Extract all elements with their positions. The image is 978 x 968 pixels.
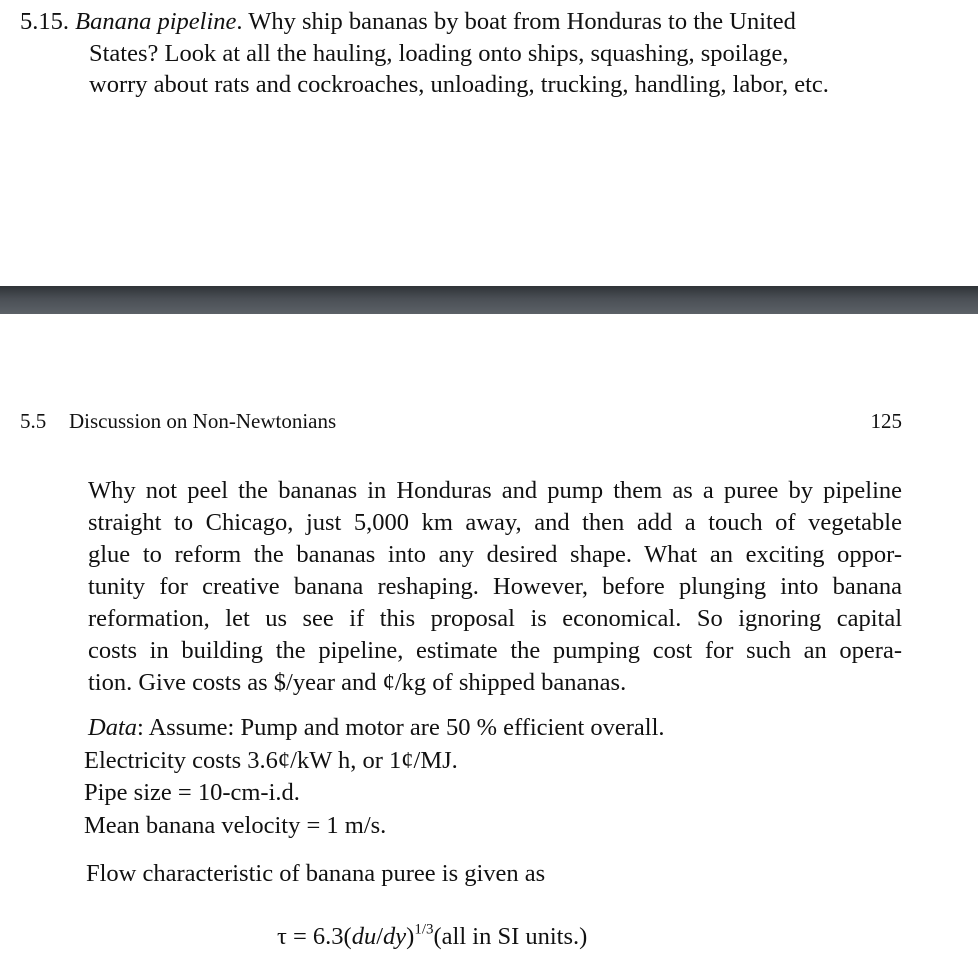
- data-pipe-size: Pipe size = 10-cm-i.d.: [84, 779, 300, 806]
- data-assumption: : Assume: Pump and motor are 50 % efficient overall.: [137, 714, 665, 741]
- equation-exponent: 1/3: [414, 921, 434, 938]
- page-divider: [0, 286, 978, 314]
- body-line: tunity for creative banana reshaping. However, before plunging into banana: [88, 573, 902, 600]
- data-electricity: Electricity costs 3.6¢/kW h, or 1¢/MJ.: [84, 746, 458, 774]
- page-125: [0, 314, 978, 968]
- equation-du: du: [351, 923, 377, 950]
- body-line: reformation, let us see if this proposal is economical. So ignoring capital: [88, 605, 902, 632]
- problem-title: Banana pipeline: [75, 8, 237, 35]
- body-line: tion. Give costs as $/year and ¢/kg of shipped bananas.: [88, 669, 627, 696]
- equation-lhs: τ = 6.3(: [277, 923, 352, 950]
- problem-line-2: States? Look at all the hauling, loading onto ships, squashing, spoilage,: [89, 39, 789, 67]
- body-line: Why not peel the bananas in Honduras and pump them as a puree by pipeline: [88, 477, 902, 504]
- flow-characteristic-text: Flow characteristic of banana puree is given as: [86, 860, 546, 887]
- data-first-line: [84, 712, 904, 745]
- data-velocity: Mean banana velocity = 1 m/s.: [84, 811, 387, 839]
- body-line: costs in building the pipeline, estimate the pumping cost for such an opera-: [88, 637, 902, 664]
- problem-line-1: Why ship bananas by boat from Honduras to the United: [242, 8, 796, 35]
- problem-line-3: worry about rats and cockroaches, unloading, trucking, handling, labor, etc.: [89, 71, 829, 98]
- body-line: glue to reform the bananas into any desired shape. What an exciting oppor-: [88, 541, 902, 568]
- problem-page-section: [0, 0, 978, 286]
- equation-note: (all in SI units.): [433, 923, 588, 950]
- body-line: straight to Chicago, just 5,000 km away, and then add a touch of vegetable: [88, 509, 902, 536]
- equation-close: ): [406, 923, 415, 950]
- equation-dy: dy: [383, 923, 407, 950]
- equation-slash: /: [376, 923, 384, 950]
- page-number: 125: [870, 409, 902, 433]
- section-number: 5.5: [20, 409, 47, 433]
- section-title: Discussion on Non-Newtonians: [69, 409, 337, 433]
- equation: [277, 921, 587, 953]
- data-block: [84, 712, 904, 842]
- problem-title-punct: .: [236, 8, 243, 35]
- body-paragraph: [88, 475, 902, 699]
- data-label: Data: [88, 714, 137, 741]
- problem-5-15: [20, 6, 908, 101]
- problem-first-line: [20, 6, 908, 38]
- problem-number: 5.15.: [20, 8, 69, 35]
